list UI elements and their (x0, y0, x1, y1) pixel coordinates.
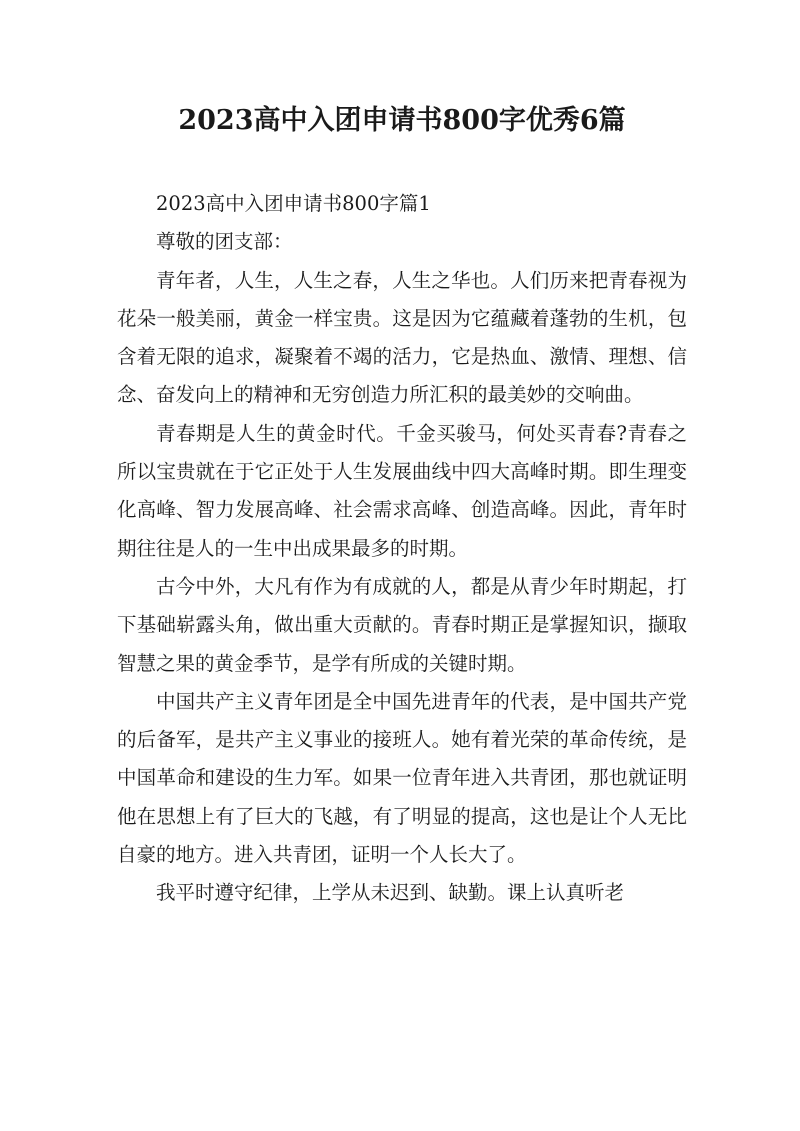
paragraph: 我平时遵守纪律，上学从未迟到、缺勤。课上认真听老 (156, 881, 625, 905)
paragraph: 青年者，人生，人生之春，人生之华也。人们历来把青春视为花朵一般美丽，黄金一样宝贵。这是因为它蕴藏着蓬勃的生机，包含着无限的追求，凝聚着不竭的活力，它是热血、激情、理想、信念、奋发向上的精神和无穷创造力所汇积的最美妙的交响曲。 (117, 268, 687, 407)
paragraph: 古今中外，大凡有作为有成就的人，都是从青少年时期起，打下基础崭露头角，做出重大贡献的。青春时期正是掌握知识，撷取智慧之果的黄金季节，是学有所成的关键时期。 (117, 574, 687, 675)
salutation: 尊敬的团支部： (156, 230, 293, 254)
document-title: 2023高中入团申请书800字优秀6篇 (178, 105, 626, 136)
section-heading: 2023高中入团申请书800字篇1 (156, 192, 431, 215)
document-body (117, 185, 687, 913)
paragraph: 青春期是人生的黄金时代。千金买骏马，何处买青春?青春之所以宝贵就在于它正处于人生发展曲线中四大高峰时期。即生理变化高峰、智力发展高峰、社会需求高峰、创造高峰。因此，青年时期往往是人的一生中出成果最多的时期。 (117, 421, 687, 560)
paragraph: 中国共产主义青年团是全中国先进青年的代表，是中国共产党的后备军，是共产主义事业的接班人。她有着光荣的革命传统，是中国革命和建设的生力军。如果一位青年进入共青团，那也就证明他在思想上有了巨大的飞越，有了明显的提高，这也是让个人无比自豪的地方。进入共青团，证明一个人长大了。 (117, 689, 687, 867)
